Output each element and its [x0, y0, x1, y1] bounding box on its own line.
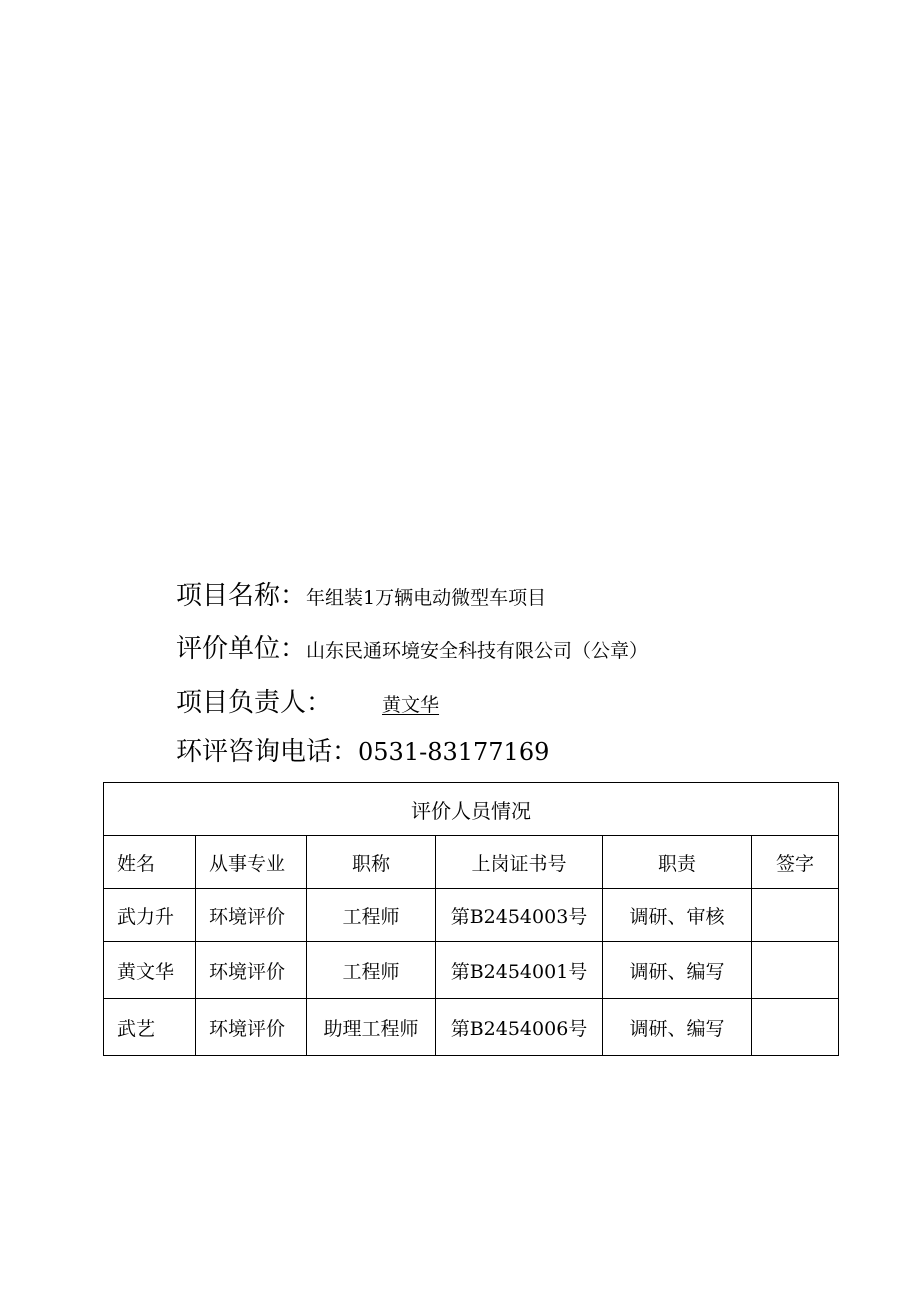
project-leader-line	[176, 690, 439, 716]
cell-duty: 调研、编写	[603, 942, 752, 999]
header-certificate: 上岗证书号	[436, 836, 603, 889]
staff-table	[103, 782, 839, 1056]
cell-specialty: 环境评价	[196, 942, 307, 999]
cell-signature	[752, 889, 839, 942]
cell-signature	[752, 942, 839, 999]
table-header-row	[104, 836, 839, 889]
project-leader-label: 项目负责人：	[176, 688, 333, 718]
cell-specialty: 环境评价	[196, 999, 307, 1056]
evaluation-unit-line	[176, 636, 648, 662]
cell-name: 武力升	[104, 889, 196, 942]
cell-certificate: 第B2454003号	[436, 889, 603, 942]
table-caption: 评价人员情况	[104, 783, 839, 836]
consult-phone-value: 0531-83177169	[358, 738, 550, 766]
cell-name: 武艺	[104, 999, 196, 1056]
cell-title: 助理工程师	[307, 999, 436, 1056]
cell-signature	[752, 999, 839, 1056]
project-name-label: 项目名称：	[176, 581, 307, 611]
project-name-line	[176, 583, 546, 609]
header-duty: 职责	[603, 836, 752, 889]
cell-certificate: 第B2454001号	[436, 942, 603, 999]
consult-phone-line	[176, 739, 549, 765]
header-signature: 签字	[752, 836, 839, 889]
evaluation-unit-label: 评价单位：	[176, 634, 307, 664]
project-leader-value: 黄文华	[382, 694, 440, 716]
header-name: 姓名	[104, 836, 196, 889]
cell-certificate: 第B2454006号	[436, 999, 603, 1056]
cell-duty: 调研、编写	[603, 999, 752, 1056]
consult-phone-label: 环评咨询电话：	[176, 737, 359, 767]
cell-duty: 调研、审核	[603, 889, 752, 942]
table-caption-row	[104, 783, 839, 836]
cell-name: 黄文华	[104, 942, 196, 999]
table-row	[104, 889, 839, 942]
cell-title: 工程师	[307, 942, 436, 999]
cell-specialty: 环境评价	[196, 889, 307, 942]
evaluation-unit-value: 山东民通环境安全科技有限公司（公章）	[306, 640, 649, 662]
cell-title: 工程师	[307, 889, 436, 942]
project-name-value: 年组装1万辆电动微型车项目	[306, 587, 547, 609]
table-row	[104, 999, 839, 1056]
header-title: 职称	[307, 836, 436, 889]
header-specialty: 从事专业	[196, 836, 307, 889]
table-row	[104, 942, 839, 999]
